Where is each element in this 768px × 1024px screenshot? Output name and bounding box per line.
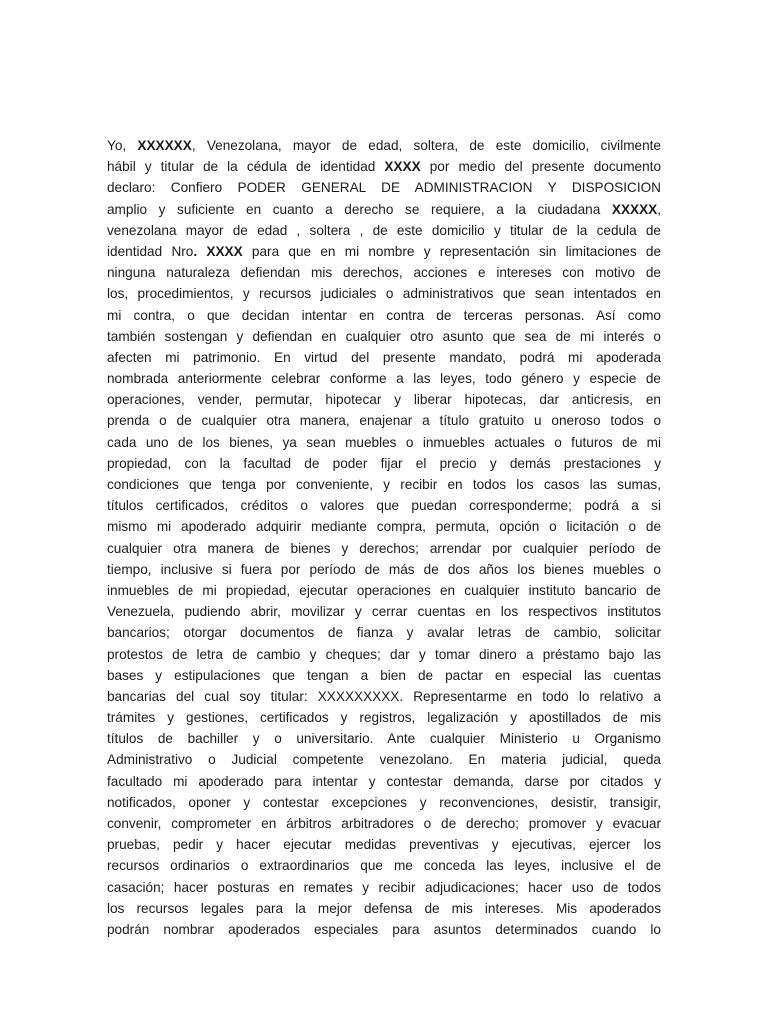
paragraph-line: inmuebles de mi propiedad, ejecutar operaciones en cualquier instituto bancario de: [107, 582, 661, 598]
paragraph-line: pruebas, pedir y hacer ejecutar medidas preventivas y ejecutivas, ejercer los: [107, 837, 661, 853]
paragraph-line: los, procedimientos, y recursos judiciales o administrativos que sean intentados en: [107, 286, 661, 302]
bold-text: XXXX: [384, 159, 421, 175]
paragraph-line: bancarias del cual soy titular: XXXXXXXXX. Representarme en todo lo relativo a: [107, 688, 661, 704]
paragraph-line: propiedad, con la facultad de poder fijar el precio y demás prestaciones y: [107, 455, 661, 471]
paragraph-line: hábil y titular de la cédula de identidad XXXX por medio del presente documento: [107, 159, 661, 175]
paragraph-line: nombrada anteriormente celebrar conforme a las leyes, todo género y especie de: [107, 371, 661, 387]
paragraph-line: mi contra, o que decidan intentar en contra de terceras personas. Así como: [107, 307, 661, 323]
paragraph-line: venezolana mayor de edad , soltera , de este domicilio y titular de la cedula de: [107, 222, 661, 238]
paragraph-line: convenir, comprometer en árbitros arbitradores o de derecho; promover y evacuar: [107, 816, 661, 831]
paragraph-line: notificados, oponer y contestar excepciones y reconvenciones, desistir, transigir,: [107, 794, 661, 810]
paragraph-line: mismo mi apoderado adquirir mediante compra, permuta, opción o licitación o de: [107, 519, 661, 535]
paragraph-line: identidad Nro. XXXX para que en mi nombre y representación sin limitaciones de: [107, 243, 661, 259]
paragraph-line: amplio y suficiente en cuanto a derecho se requiere, a la ciudadana XXXXX,: [107, 201, 661, 217]
paragraph-line: Venezuela, pudiendo abrir, movilizar y cerrar cuentas en los respectivos institutos: [107, 604, 661, 620]
paragraph-line: condiciones que tenga por conveniente, y recibir en todos los casos las sumas,: [107, 477, 661, 492]
paragraph-line: trámites y gestiones, certificados y registros, legalización y apostillados de mis: [107, 710, 661, 726]
paragraph-line: afecten mi patrimonio. En virtud del presente mandato, podrá mi apoderada: [107, 349, 661, 365]
paragraph-line: bancarios; otorgar documentos de fianza y avalar letras de cambio, solicitar: [107, 625, 661, 641]
paragraph-line: prenda o de cualquier otra manera, enajenar a título gratuito u oneroso todos o: [107, 413, 661, 429]
paragraph-line: Yo, XXXXXX, Venezolana, mayor de edad, soltera, de este domicilio, civilmente: [107, 138, 661, 153]
paragraph-line: los recursos legales para la mejor defensa de mis intereses. Mis apoderados: [107, 900, 661, 916]
paragraph-line: casación; hacer posturas en remates y recibir adjudicaciones; hacer uso de todos: [107, 879, 661, 895]
paragraph-line: operaciones, vender, permutar, hipotecar y liberar hipotecas, dar anticresis, en: [107, 392, 661, 408]
paragraph-line: tiempo, inclusive si fuera por período de más de dos años los bienes muebles o: [107, 561, 661, 577]
paragraph-line: declaro: Confiero PODER GENERAL DE ADMINISTRACION Y DISPOSICION: [107, 180, 661, 196]
paragraph-line: podrán nombrar apoderados especiales para asuntos determinados cuando lo: [107, 921, 661, 937]
paragraph-line: bases y estipulaciones que tengan a bien de pactar en especial las cuentas: [107, 667, 661, 683]
bold-text: . XXXX: [193, 243, 243, 259]
paragraph-line: cualquier otra manera de bienes y derechos; arrendar por cualquier período de: [107, 540, 661, 556]
paragraph-line: títulos de bachiller y o universitario. Ante cualquier Ministerio u Organismo: [107, 731, 661, 747]
paragraph-line: recursos ordinarios o extraordinarios que me conceda las leyes, inclusive el de: [107, 858, 661, 874]
paragraph-line: también sostengan y defiendan en cualquier otro asunto que sea de mi interés o: [107, 328, 661, 344]
paragraph-line: protestos de letra de cambio y cheques; dar y tomar dinero a préstamo bajo las: [107, 646, 661, 662]
paragraph-line: facultado mi apoderado para intentar y contestar demanda, darse por citados y: [107, 773, 661, 789]
power-of-attorney-text: [107, 135, 661, 940]
paragraph-line: cada uno de los bienes, ya sean muebles o inmuebles actuales o futuros de mi: [107, 434, 661, 450]
bold-text: XXXXXX: [137, 138, 192, 153]
paragraph-line: títulos certificados, créditos o valores que puedan corresponderme; podrá a si: [107, 498, 661, 514]
bold-text: XXXXX: [611, 201, 658, 217]
paragraph-line: ninguna naturaleza defiendan mis derechos, acciones e intereses con motivo de: [107, 265, 661, 281]
paragraph-line: Administrativo o Judicial competente venezolano. En materia judicial, queda: [107, 752, 661, 768]
